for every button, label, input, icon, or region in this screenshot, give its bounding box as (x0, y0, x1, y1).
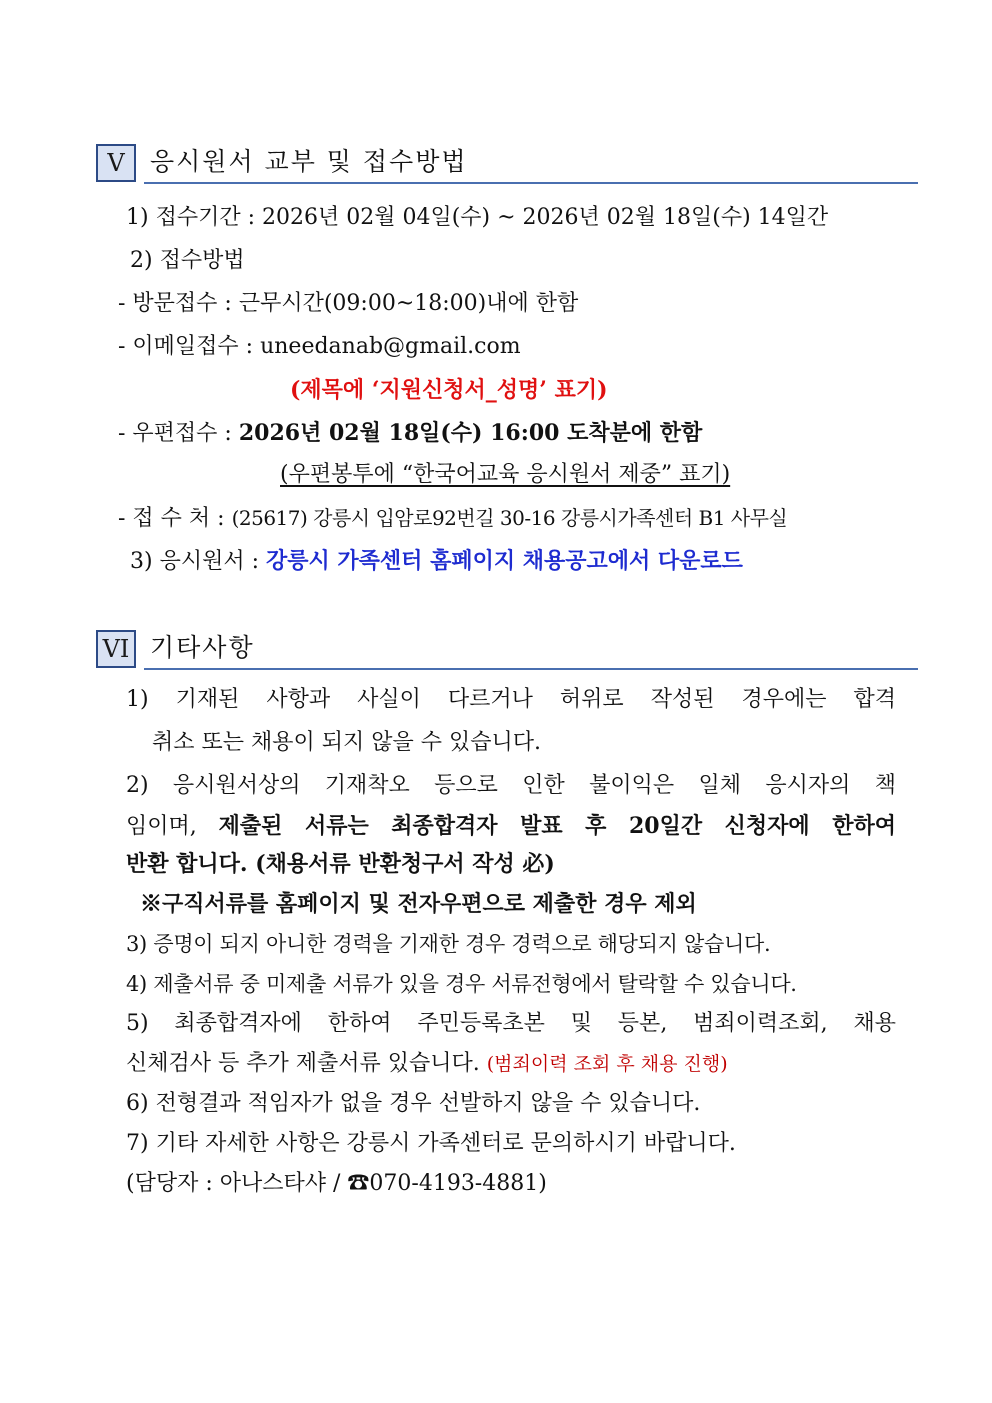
application-method-heading: 2) 접수방법 (130, 248, 245, 273)
document-return-notice: 제출된 서류는 최종합격자 발표 후 20일간 신청자에 한하여 (218, 813, 896, 839)
contact-info: (담당자 : 아나스타샤 / ☎070-4193-4881) (126, 1171, 547, 1196)
note-item-2-line-1: 2) 응시원서상의 기재착오 등으로 인한 불이익은 일체 응시자의 책 (126, 773, 896, 798)
section-6-rule (144, 668, 918, 670)
section-5-title: 응시원서 교부 및 접수방법 (150, 147, 468, 176)
post-deadline: 2026년 02월 18일(수) 16:00 도착분에 한함 (238, 420, 703, 446)
visit-application: - 방문접수 : 근무시간(09:00~18:00)내에 한함 (118, 291, 579, 316)
note-item-2-line-3: 반환 합니다. (채용서류 반환청구서 작성 必) (126, 851, 555, 877)
note-item-3: 3) 증명이 되지 아니한 경력을 기재한 경우 경력으로 해당되지 않습니다. (126, 932, 771, 956)
address-label: - 접 수 처 : (118, 506, 232, 531)
receipt-address (118, 502, 787, 535)
post-label: - 우편접수 : (118, 421, 239, 446)
address-value: (25617) 강릉시 입암로92번길 30-16 강릉시가족센터 B1 사무실 (231, 506, 788, 530)
email-address: uneedanab@gmail.com (260, 334, 521, 359)
note-item-4: 4) 제출서류 중 미제출 서류가 있을 경우 서류전형에서 탈락할 수 있습니다. (126, 972, 797, 996)
form-download-info: 강릉시 가족센터 홈페이지 채용공고에서 다운로드 (265, 548, 743, 574)
application-period: 1) 접수기간 : 2026년 02월 04일(수) ~ 2026년 02월 18일(수) 14일간 (126, 205, 829, 230)
section-6-header (96, 630, 918, 670)
section-5-numeral: V (96, 144, 136, 182)
email-subject-note: (제목에 ‘지원신청서_성명’ 표기) (290, 377, 608, 403)
email-label: - 이메일접수 : (118, 334, 261, 359)
section-6-numeral: VI (96, 630, 136, 668)
criminal-record-note: (범죄이력 조회 후 채용 진행) (486, 1053, 728, 1075)
note-item-5-line-2 (126, 1048, 728, 1080)
note-item-2-text: 임이며, (126, 814, 219, 839)
application-form (130, 545, 743, 578)
section-6-title: 기타사항 (150, 633, 255, 662)
note-item-7: 7) 기타 자세한 사항은 강릉시 가족센터로 문의하시기 바랍니다. (126, 1131, 736, 1156)
note-item-1-line-2: 취소 또는 채용이 되지 않을 수 있습니다. (152, 730, 541, 755)
post-envelope-note: (우편봉투에 “한국어교육 응시원서 제중” 표기) (280, 462, 731, 487)
email-application (118, 331, 521, 363)
note-item-5-line-1: 5) 최종합격자에 한하여 주민등록초본 및 등본, 범죄이력조회, 채용 (126, 1011, 896, 1036)
note-item-1-line-1: 1) 기재된 사항과 사실이 다르거나 허위로 작성된 경우에는 합격 (126, 687, 896, 712)
post-application (118, 417, 702, 450)
note-item-5-text: 신체검사 등 추가 제출서류 있습니다. (126, 1051, 487, 1076)
section-5-rule (144, 182, 918, 184)
note-item-2-line-2 (126, 810, 896, 843)
section-5-header (96, 144, 918, 184)
form-label: 3) 응시원서 : (130, 549, 266, 574)
note-item-2-exception: ※구직서류를 홈페이지 및 전자우편으로 제출한 경우 제외 (140, 891, 697, 917)
note-item-6: 6) 전형결과 적임자가 없을 경우 선발하지 않을 수 있습니다. (126, 1091, 701, 1116)
